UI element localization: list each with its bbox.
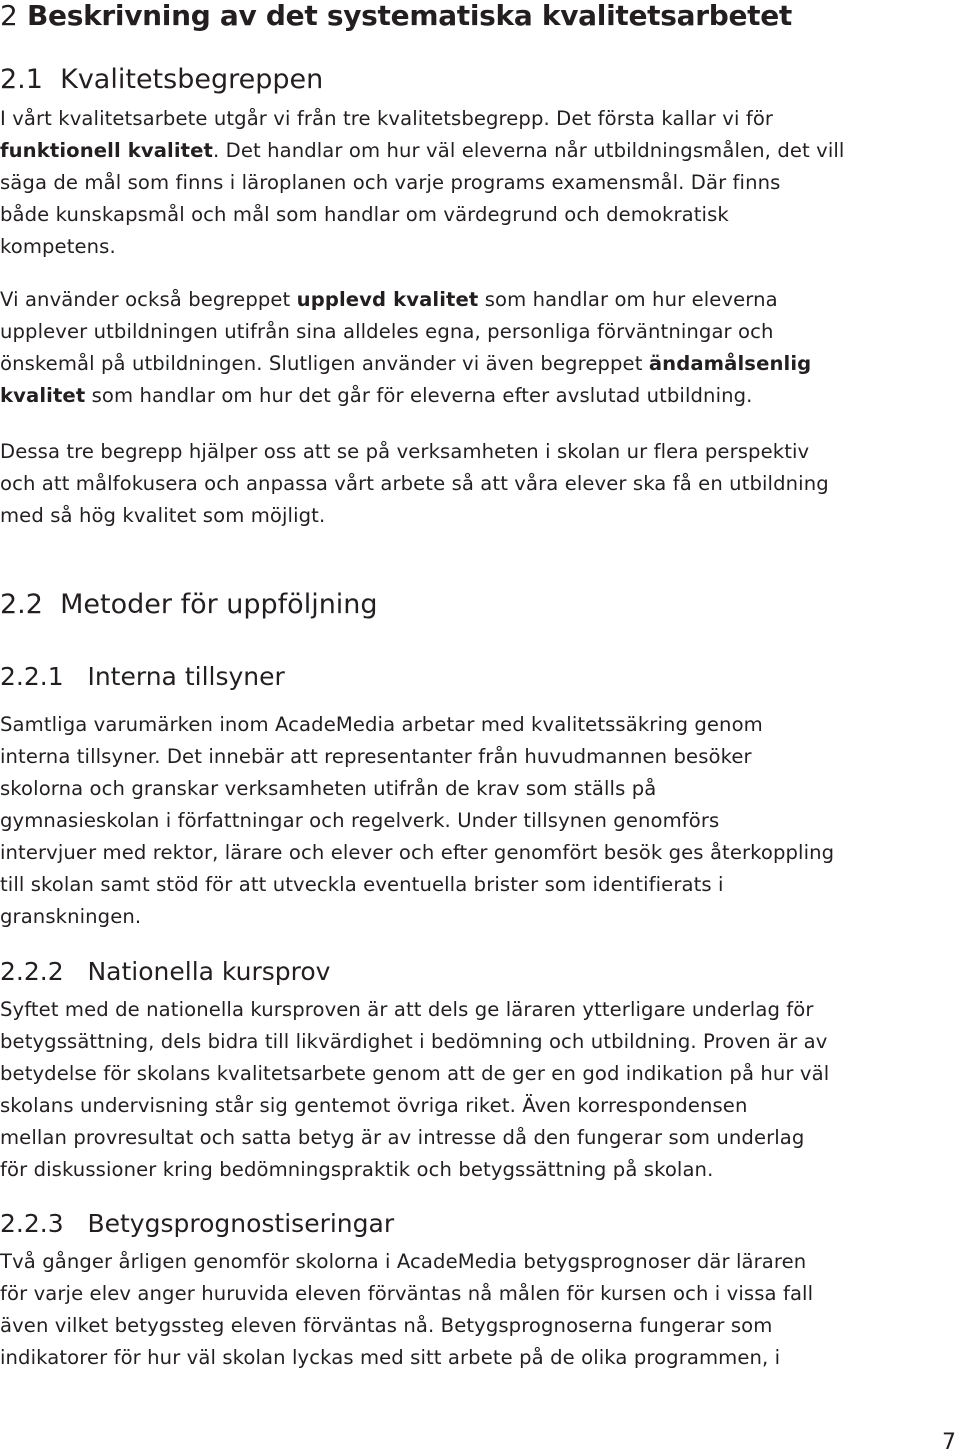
subsection-number: 2.2.1 [0, 662, 64, 691]
text-line [0, 284, 960, 316]
text-line [0, 231, 960, 263]
text-run: för diskussioner kring bedömningspraktik och betygssättning på skolan. [0, 1158, 714, 1181]
text-run: även vilket betygssteg eleven förväntas nå. Betygsprognoserna fungerar som [0, 1314, 773, 1337]
text-line [0, 1246, 960, 1278]
subsection-number: 2.2.2 [0, 957, 64, 986]
text-run: säga de mål som finns i läroplanen och varje programs examensmål. Där finns [0, 171, 781, 194]
text-run: som handlar om hur det går för eleverna efter avslutad utbildning. [85, 384, 753, 407]
text-run: Två gånger årligen genomför skolorna i AcadeMedia betygsprognoser där läraren [0, 1250, 807, 1273]
text-run: önskemål på utbildningen. Slutligen använder vi även begreppet [0, 352, 649, 375]
text-run: intervjuer med rektor, lärare och elever och efter genomfört besök ges återkoppling [0, 841, 835, 864]
subsection-heading-2-2-2 [0, 957, 330, 987]
text-line [0, 1026, 960, 1058]
text-run: Syftet med de nationella kursproven är att dels ge läraren ytterligare underlag för [0, 998, 814, 1021]
text-line [0, 1342, 960, 1374]
text-run: Samtliga varumärken inom AcadeMedia arbetar med kvalitetssäkring genom [0, 713, 763, 736]
paragraph [0, 284, 960, 412]
subsection-title: Interna tillsyner [87, 662, 285, 691]
text-run: indikatorer för hur väl skolan lyckas med sitt arbete på de olika programmen, i [0, 1346, 781, 1369]
section-heading [0, 0, 792, 32]
text-line [0, 709, 960, 741]
subsection-title: Metoder för uppföljning [60, 589, 378, 620]
text-run: betydelse för skolans kvalitetsarbete genom att de ger en god indikation på hur väl [0, 1062, 830, 1085]
text-run: med så hög kvalitet som möjligt. [0, 504, 326, 527]
text-line [0, 773, 960, 805]
subsection-title: Kvalitetsbegreppen [60, 64, 324, 95]
paragraph [0, 709, 960, 933]
text-run: Dessa tre begrepp hjälper oss att se på verksamheten i skolan ur flera perspektiv [0, 440, 810, 463]
text-line [0, 316, 960, 348]
text-run: till skolan samt stöd för att utveckla eventuella brister som identifierats i [0, 873, 724, 896]
text-line [0, 348, 960, 380]
paragraph [0, 436, 960, 532]
subsection-title: Nationella kursprov [87, 957, 331, 986]
subsection-heading-2-2 [0, 589, 378, 621]
text-run: . Det handlar om hur väl eleverna når utbildningsmålen, det vill [212, 139, 845, 162]
text-line [0, 1154, 960, 1186]
text-line [0, 1090, 960, 1122]
paragraph [0, 994, 960, 1186]
text-line [0, 994, 960, 1026]
text-run: skolorna och granskar verksamheten utifrån de krav som ställs på [0, 777, 657, 800]
subsection-heading-2-2-3 [0, 1209, 394, 1239]
text-line [0, 837, 960, 869]
text-line [0, 167, 960, 199]
text-line [0, 468, 960, 500]
text-run: Vi använder också begreppet [0, 288, 297, 311]
bold-term: ändamålsenlig [648, 352, 812, 375]
page-number: 7 [942, 1430, 956, 1455]
text-run: som handlar om hur eleverna [478, 288, 778, 311]
text-run: upplever utbildningen utifrån sina alldeles egna, personliga förväntningar och [0, 320, 774, 343]
text-run: granskningen. [0, 905, 142, 928]
text-run: skolans undervisning står sig gentemot övriga riket. Även korrespondensen [0, 1094, 748, 1117]
text-line [0, 199, 960, 231]
bold-term: funktionell kvalitet [0, 139, 213, 162]
bold-term: upplevd kvalitet [296, 288, 479, 311]
text-line [0, 901, 960, 933]
text-line [0, 805, 960, 837]
paragraph [0, 103, 960, 263]
text-line [0, 1058, 960, 1090]
subsection-heading-2-2-1 [0, 662, 285, 692]
text-line [0, 741, 960, 773]
text-run: mellan provresultat och satta betyg är av intresse då den fungerar som underlag [0, 1126, 805, 1149]
subsection-number: 2.2 [0, 589, 43, 620]
text-line [0, 135, 960, 167]
text-run: interna tillsyner. Det innebär att representanter från huvudmannen besöker [0, 745, 752, 768]
text-line [0, 869, 960, 901]
text-run: och att målfokusera och anpassa vårt arbete så att våra elever ska få en utbildning [0, 472, 829, 495]
subsection-heading-2-1 [0, 64, 323, 96]
text-line [0, 500, 960, 532]
text-run: både kunskapsmål och mål som handlar om värdegrund och demokratisk [0, 203, 729, 226]
section-number: 2 [0, 0, 18, 32]
text-run: för varje elev anger huruvida eleven förväntas nå målen för kursen och i vissa fall [0, 1282, 814, 1305]
text-line [0, 436, 960, 468]
text-run: kompetens. [0, 235, 116, 258]
text-run: gymnasieskolan i författningar och regelverk. Under tillsynen genomförs [0, 809, 720, 832]
text-line [0, 1278, 960, 1310]
paragraph [0, 1246, 960, 1374]
text-line [0, 1310, 960, 1342]
text-line [0, 380, 960, 412]
subsection-number: 2.2.3 [0, 1209, 64, 1238]
subsection-number: 2.1 [0, 64, 43, 95]
text-line [0, 1122, 960, 1154]
text-line [0, 103, 960, 135]
bold-term: kvalitet [0, 384, 86, 407]
text-run: betygssättning, dels bidra till likvärdighet i bedömning och utbildning. Proven är av [0, 1030, 828, 1053]
section-title: Beskrivning av det systematiska kvalitetsarbetet [26, 0, 792, 32]
subsection-title: Betygsprognostiseringar [87, 1209, 395, 1238]
text-run: I vårt kvalitetsarbete utgår vi från tre kvalitetsbegrepp. Det första kallar vi för [0, 107, 774, 130]
